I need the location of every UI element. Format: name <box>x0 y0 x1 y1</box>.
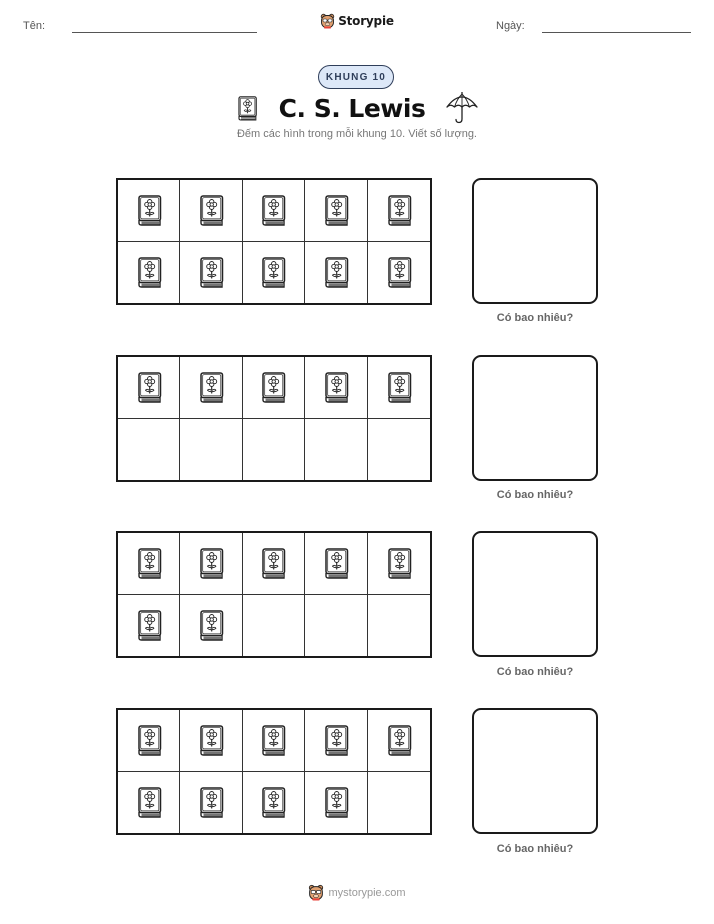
ten-frame-cell <box>368 772 430 834</box>
ten-frame-4 <box>116 708 432 835</box>
ten-frame-cell <box>180 772 242 834</box>
ten-frame-cell <box>368 357 430 419</box>
book-flower-icon <box>134 724 164 756</box>
book-flower-icon <box>321 724 351 756</box>
ten-frame-cell <box>180 419 242 481</box>
name-label: Tên: <box>23 20 46 32</box>
storypie-bear-icon <box>308 884 324 901</box>
book-flower-icon <box>321 786 351 818</box>
brand-name: Storypie <box>338 14 394 28</box>
ten-frame-cell <box>180 180 242 242</box>
book-flower-icon <box>196 609 226 641</box>
book-flower-icon <box>258 786 288 818</box>
book-flower-icon <box>196 194 226 226</box>
footer-url: mystorypie.com <box>328 886 406 899</box>
answer-question-label: Có bao nhiêu? <box>496 312 574 324</box>
ten-frame-cell <box>243 180 305 242</box>
book-flower-icon <box>321 371 351 403</box>
ten-frame-cell <box>305 595 367 657</box>
ten-frame-cell <box>118 533 180 595</box>
book-flower-icon <box>134 547 164 579</box>
footer <box>0 884 714 901</box>
book-flower-icon <box>258 256 288 288</box>
worksheet-type-badge: KHUNG 10 <box>318 65 394 89</box>
instructions: Đếm các hình trong mỗi khung 10. Viết số lượng. <box>236 128 477 140</box>
ten-frame-cell <box>368 595 430 657</box>
answer-box-3[interactable] <box>472 531 598 657</box>
ten-frame-cell <box>305 242 367 304</box>
ten-frame-cell <box>243 710 305 772</box>
book-flower-icon <box>321 256 351 288</box>
book-flower-icon <box>196 371 226 403</box>
answer-box-2[interactable] <box>472 355 598 481</box>
ten-frame-cell <box>368 242 430 304</box>
ten-frame-cell <box>305 180 367 242</box>
ten-frame-cell <box>118 595 180 657</box>
ten-frame-cell <box>180 242 242 304</box>
book-flower-icon <box>134 609 164 641</box>
ten-frame-cell <box>368 419 430 481</box>
umbrella-icon <box>445 91 479 125</box>
book-flower-icon <box>196 724 226 756</box>
book-flower-icon <box>384 256 414 288</box>
book-flower-icon <box>196 786 226 818</box>
ten-frame-cell <box>243 357 305 419</box>
ten-frame-cell <box>180 595 242 657</box>
name-line[interactable] <box>72 32 257 33</box>
ten-frame-cell <box>305 710 367 772</box>
book-flower-icon <box>384 547 414 579</box>
ten-frame-cell <box>305 357 367 419</box>
answer-box-4[interactable] <box>472 708 598 834</box>
ten-frame-cell <box>305 772 367 834</box>
book-flower-icon <box>258 194 288 226</box>
brand-logo <box>0 13 714 29</box>
ten-frame-cell <box>368 710 430 772</box>
ten-frame-1 <box>116 178 432 305</box>
title-row <box>0 90 714 126</box>
storypie-bear-icon <box>320 13 335 29</box>
page-title: C. S. Lewis <box>278 93 426 123</box>
ten-frame-2 <box>116 355 432 482</box>
ten-frame-cell <box>243 533 305 595</box>
ten-frame-3 <box>116 531 432 658</box>
book-flower-icon <box>321 194 351 226</box>
ten-frame-cell <box>243 595 305 657</box>
ten-frame-cell <box>180 357 242 419</box>
ten-frame-cell <box>243 772 305 834</box>
ten-frame-cell <box>118 772 180 834</box>
book-flower-icon <box>384 371 414 403</box>
answer-question-label: Có bao nhiêu? <box>496 843 574 855</box>
book-flower-icon <box>235 95 259 121</box>
ten-frame-cell <box>368 180 430 242</box>
answer-question-label: Có bao nhiêu? <box>496 666 574 678</box>
ten-frame-cell <box>118 242 180 304</box>
book-flower-icon <box>134 256 164 288</box>
book-flower-icon <box>384 724 414 756</box>
answer-box-1[interactable] <box>472 178 598 304</box>
book-flower-icon <box>258 724 288 756</box>
book-flower-icon <box>134 194 164 226</box>
answer-question-label: Có bao nhiêu? <box>496 489 574 501</box>
book-flower-icon <box>384 194 414 226</box>
book-flower-icon <box>258 371 288 403</box>
ten-frame-cell <box>118 357 180 419</box>
book-flower-icon <box>134 786 164 818</box>
ten-frame-cell <box>368 533 430 595</box>
book-flower-icon <box>321 547 351 579</box>
ten-frame-cell <box>305 533 367 595</box>
book-flower-icon <box>134 371 164 403</box>
ten-frame-cell <box>180 710 242 772</box>
book-flower-icon <box>258 547 288 579</box>
ten-frame-cell <box>118 180 180 242</box>
ten-frame-cell <box>118 710 180 772</box>
book-flower-icon <box>196 256 226 288</box>
ten-frame-cell <box>305 419 367 481</box>
ten-frame-cell <box>118 419 180 481</box>
book-flower-icon <box>196 547 226 579</box>
ten-frame-cell <box>243 242 305 304</box>
ten-frame-cell <box>243 419 305 481</box>
date-label: Ngày: <box>496 20 525 32</box>
ten-frame-cell <box>180 533 242 595</box>
date-line[interactable] <box>542 32 691 33</box>
